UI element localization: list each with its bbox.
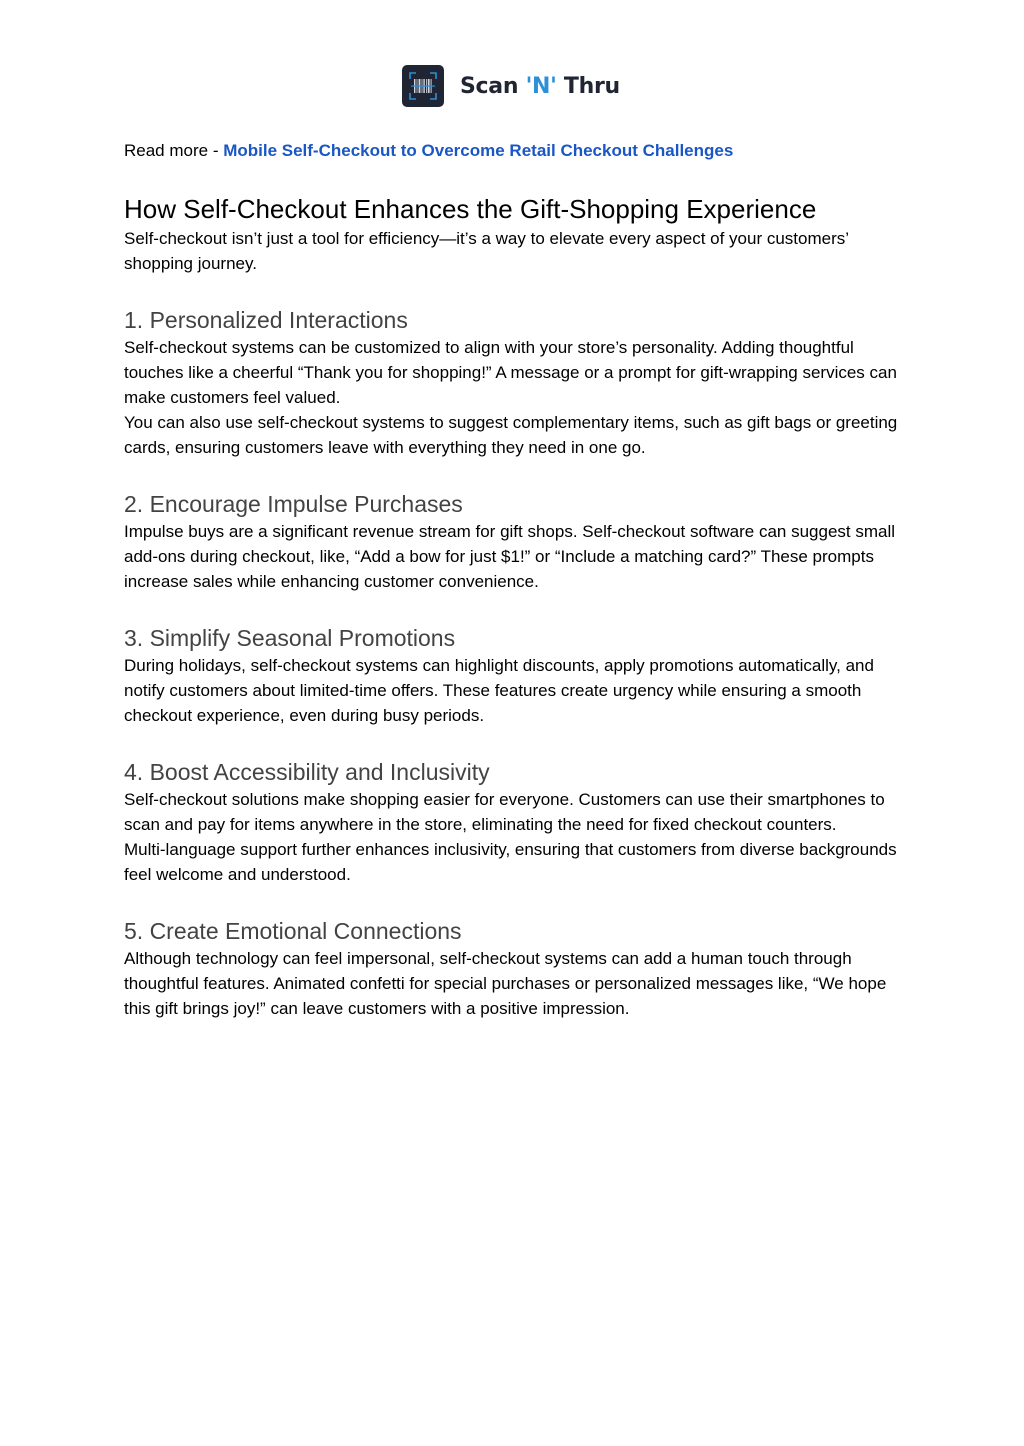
section-1-paragraph-1: Self-checkout systems can be customized to align with your store’s personality. Adding thoughtful touches like a cheerful “Thank you for shopping!” A message or a prompt for gift-wrapping services can make customers feel valued. — [124, 338, 897, 407]
section-heading-2: 2. Encourage Impulse Purchases — [124, 491, 463, 517]
intro-paragraph: Self-checkout isn’t just a tool for efficiency—it’s a way to elevate every aspect of your customers’ shopping journey. — [124, 229, 849, 273]
section-4-paragraph-1: Self-checkout solutions make shopping easier for everyone. Customers can use their smartphones to scan and pay for items anywhere in the store, eliminating the need for fixed checkout counters. — [124, 790, 885, 834]
section-heading-1: 1. Personalized Interactions — [124, 307, 408, 333]
read-more-prefix: Read more - — [124, 141, 224, 160]
barcode-scanner-icon — [402, 65, 444, 107]
read-more-line — [124, 138, 904, 163]
section-2-paragraph-1: Impulse buys are a significant revenue stream for gift shops. Self-checkout software can suggest small add-ons during checkout, like, “Add a bow for just $1!” or “Include a matching card?” These prompts increase sales while enhancing customer convenience. — [124, 522, 896, 591]
section-heading-5: 5. Create Emotional Connections — [124, 918, 462, 944]
section-3-paragraph-1: During holidays, self-checkout systems can highlight discounts, apply promotions automatically, and notify customers about limited-time offers. These features create urgency while ensuring a smooth checkout experience, even during busy periods. — [124, 656, 874, 725]
section-1-paragraph-2: You can also use self-checkout systems to suggest complementary items, such as gift bags or greeting cards, ensuring customers leave with everything they need in one go. — [124, 413, 898, 457]
section-heading-3: 3. Simplify Seasonal Promotions — [124, 625, 456, 651]
brand-logo — [402, 65, 620, 107]
section-4-paragraph-2: Multi-language support further enhances inclusivity, ensuring that customers from diverse backgrounds feel welcome and understood. — [124, 840, 897, 884]
article — [124, 138, 904, 1021]
section-heading-4: 4. Boost Accessibility and Inclusivity — [124, 759, 490, 785]
brand-name: Scan 'N' Thru — [460, 73, 620, 99]
read-more-link[interactable]: Mobile Self-Checkout to Overcome Retail Checkout Challenges — [223, 141, 734, 160]
article-title: How Self-Checkout Enhances the Gift-Shopping Experience — [124, 194, 817, 224]
section-5-paragraph-1: Although technology can feel impersonal, self-checkout systems can add a human touch through thoughtful features. Animated confetti for special purchases or personalized messages like, “We hope this gift brings joy!” can leave customers with a positive impression. — [124, 949, 887, 1018]
